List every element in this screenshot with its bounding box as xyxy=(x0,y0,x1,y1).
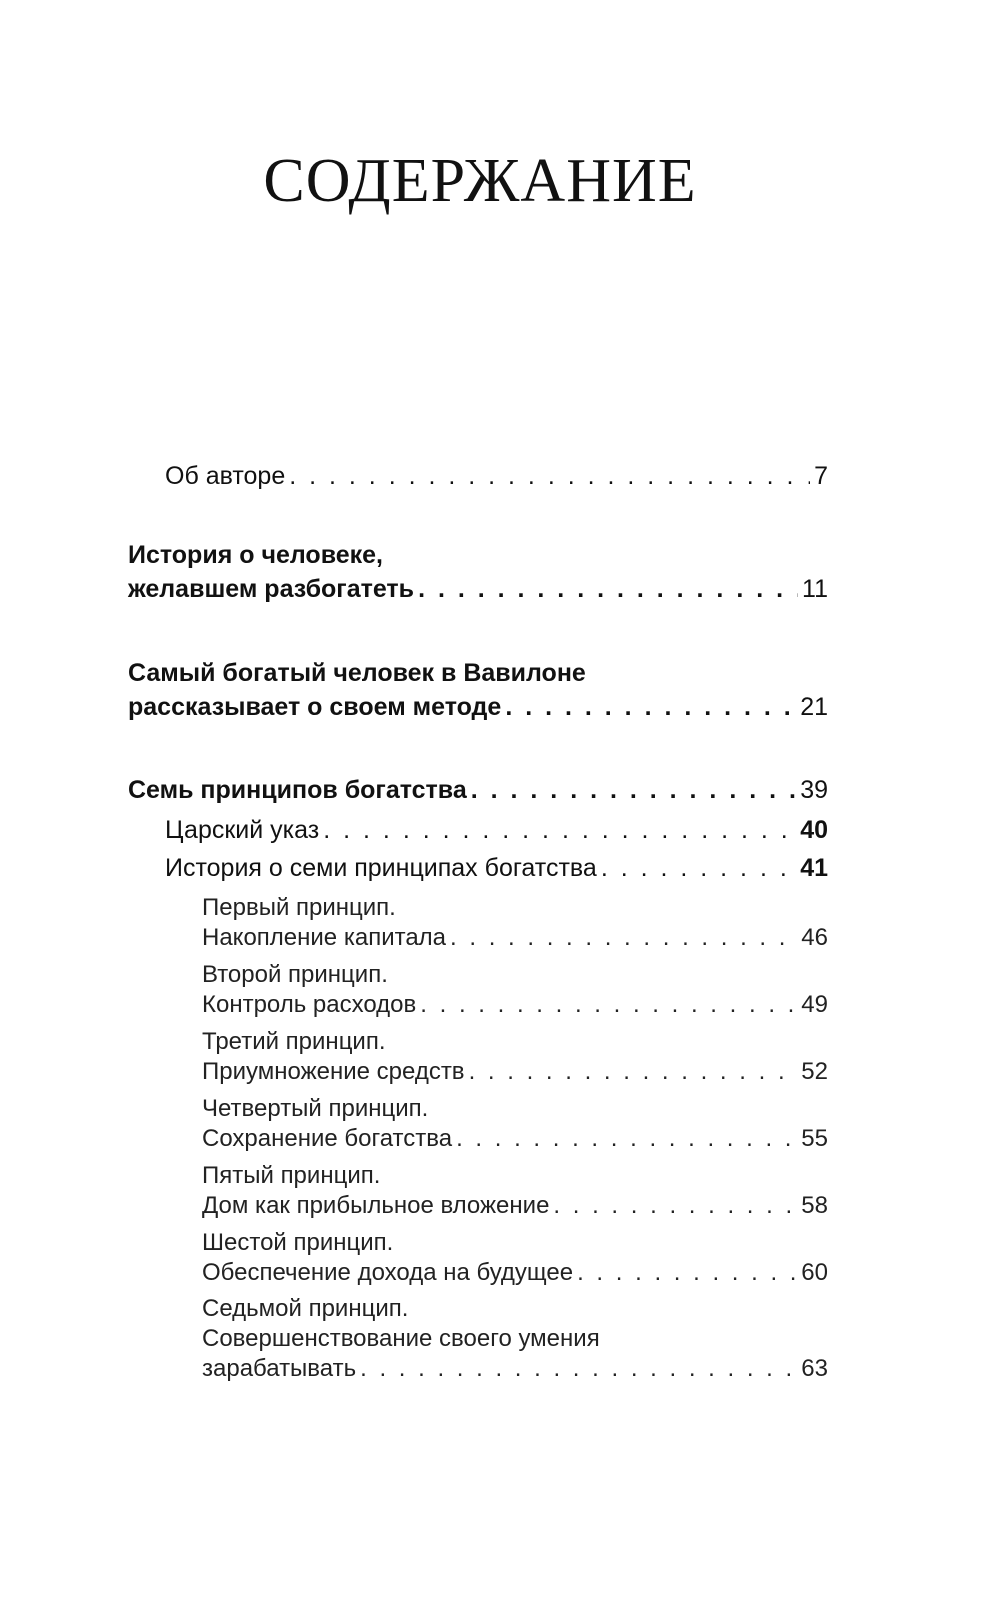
dot-leader xyxy=(418,572,798,606)
dot-leader xyxy=(553,1191,797,1221)
dot-leader xyxy=(456,1124,797,1154)
toc-entry-title: Семь принципов богатства xyxy=(128,776,467,804)
dot-leader xyxy=(289,459,810,493)
toc-entry-title: желавшем разбогатеть xyxy=(128,575,415,603)
dot-leader xyxy=(577,1258,797,1288)
toc-entry-title: Четвертый принцип. xyxy=(202,1095,429,1122)
toc-entry-title: Приумножение средств xyxy=(202,1058,465,1085)
toc-entry-title: рассказывает о своем методе xyxy=(128,693,502,721)
toc-entry-title: Третий принцип. xyxy=(202,1028,386,1055)
toc-entry-title: Пятый принцип. xyxy=(202,1162,381,1189)
page-title: СОДЕРЖАНИЕ xyxy=(263,147,697,215)
toc-entry-principle-6[interactable] xyxy=(202,1228,828,1288)
toc-entry-chapter-2[interactable] xyxy=(128,656,828,724)
toc-page-number: 7 xyxy=(814,462,828,490)
toc-entry-title: Сохранение богатства xyxy=(202,1125,453,1152)
toc-page-number: 52 xyxy=(801,1058,828,1085)
toc-page-number: 21 xyxy=(800,693,828,721)
toc-entry-title: Об авторе xyxy=(165,462,286,490)
toc-entry-title: Дом как прибыльное вложение xyxy=(202,1192,550,1219)
toc-entry-title: Контроль расходов xyxy=(202,991,417,1018)
toc-entry-chapter-1[interactable] xyxy=(128,538,828,606)
toc-page-number: 49 xyxy=(801,991,828,1018)
toc-entry-principle-2[interactable] xyxy=(202,960,828,1020)
toc-entry-title: Обеспечение дохода на будущее xyxy=(202,1259,574,1286)
toc-page-number: 40 xyxy=(800,816,828,844)
toc-page-number: 39 xyxy=(800,776,828,804)
dot-leader xyxy=(601,851,796,885)
dot-leader xyxy=(420,990,797,1020)
dot-leader xyxy=(360,1354,797,1384)
toc-entry-title: История о семи принципах богатства xyxy=(165,854,597,882)
toc-entry-title: Второй принцип. xyxy=(202,961,388,988)
toc-entry-title: Царский указ xyxy=(165,816,320,844)
toc-entry-title: Совершенствование своего умения xyxy=(202,1325,600,1352)
toc-entry-seven-principles-story[interactable] xyxy=(165,851,828,885)
toc-entry-principle-4[interactable] xyxy=(202,1094,828,1154)
dot-leader xyxy=(471,773,796,807)
toc-entry-principle-1[interactable] xyxy=(202,893,828,953)
toc-entry-about-author[interactable] xyxy=(165,459,828,493)
toc-entry-title: зарабатывать xyxy=(202,1355,357,1382)
toc-entry-title: История о человеке, xyxy=(128,541,383,569)
toc-entry-title: Первый принцип. xyxy=(202,894,396,921)
dot-leader xyxy=(450,923,797,953)
toc-entry-royal-decree[interactable] xyxy=(165,813,828,847)
toc-entry-title: Самый богатый человек в Вавилоне xyxy=(128,659,586,687)
toc-page-number: 41 xyxy=(800,854,828,882)
dot-leader xyxy=(323,813,796,847)
toc-page-number: 63 xyxy=(801,1355,828,1382)
toc-page-number: 46 xyxy=(801,924,828,951)
toc-page-number: 55 xyxy=(801,1125,828,1152)
toc-entry-principle-5[interactable] xyxy=(202,1161,828,1221)
toc-page-number: 60 xyxy=(801,1259,828,1286)
toc-entry-principle-3[interactable] xyxy=(202,1027,828,1087)
toc-page-number: 58 xyxy=(801,1192,828,1219)
dot-leader xyxy=(469,1057,798,1087)
dot-leader xyxy=(505,690,796,724)
toc-entry-principle-7[interactable] xyxy=(202,1294,828,1384)
toc-entry-chapter-3[interactable] xyxy=(128,773,828,807)
toc-entry-title: Накопление капитала xyxy=(202,924,447,951)
toc-entry-title: Шестой принцип. xyxy=(202,1229,394,1256)
toc-entry-title: Седьмой принцип. xyxy=(202,1295,409,1322)
toc-page-number: 11 xyxy=(802,575,828,603)
